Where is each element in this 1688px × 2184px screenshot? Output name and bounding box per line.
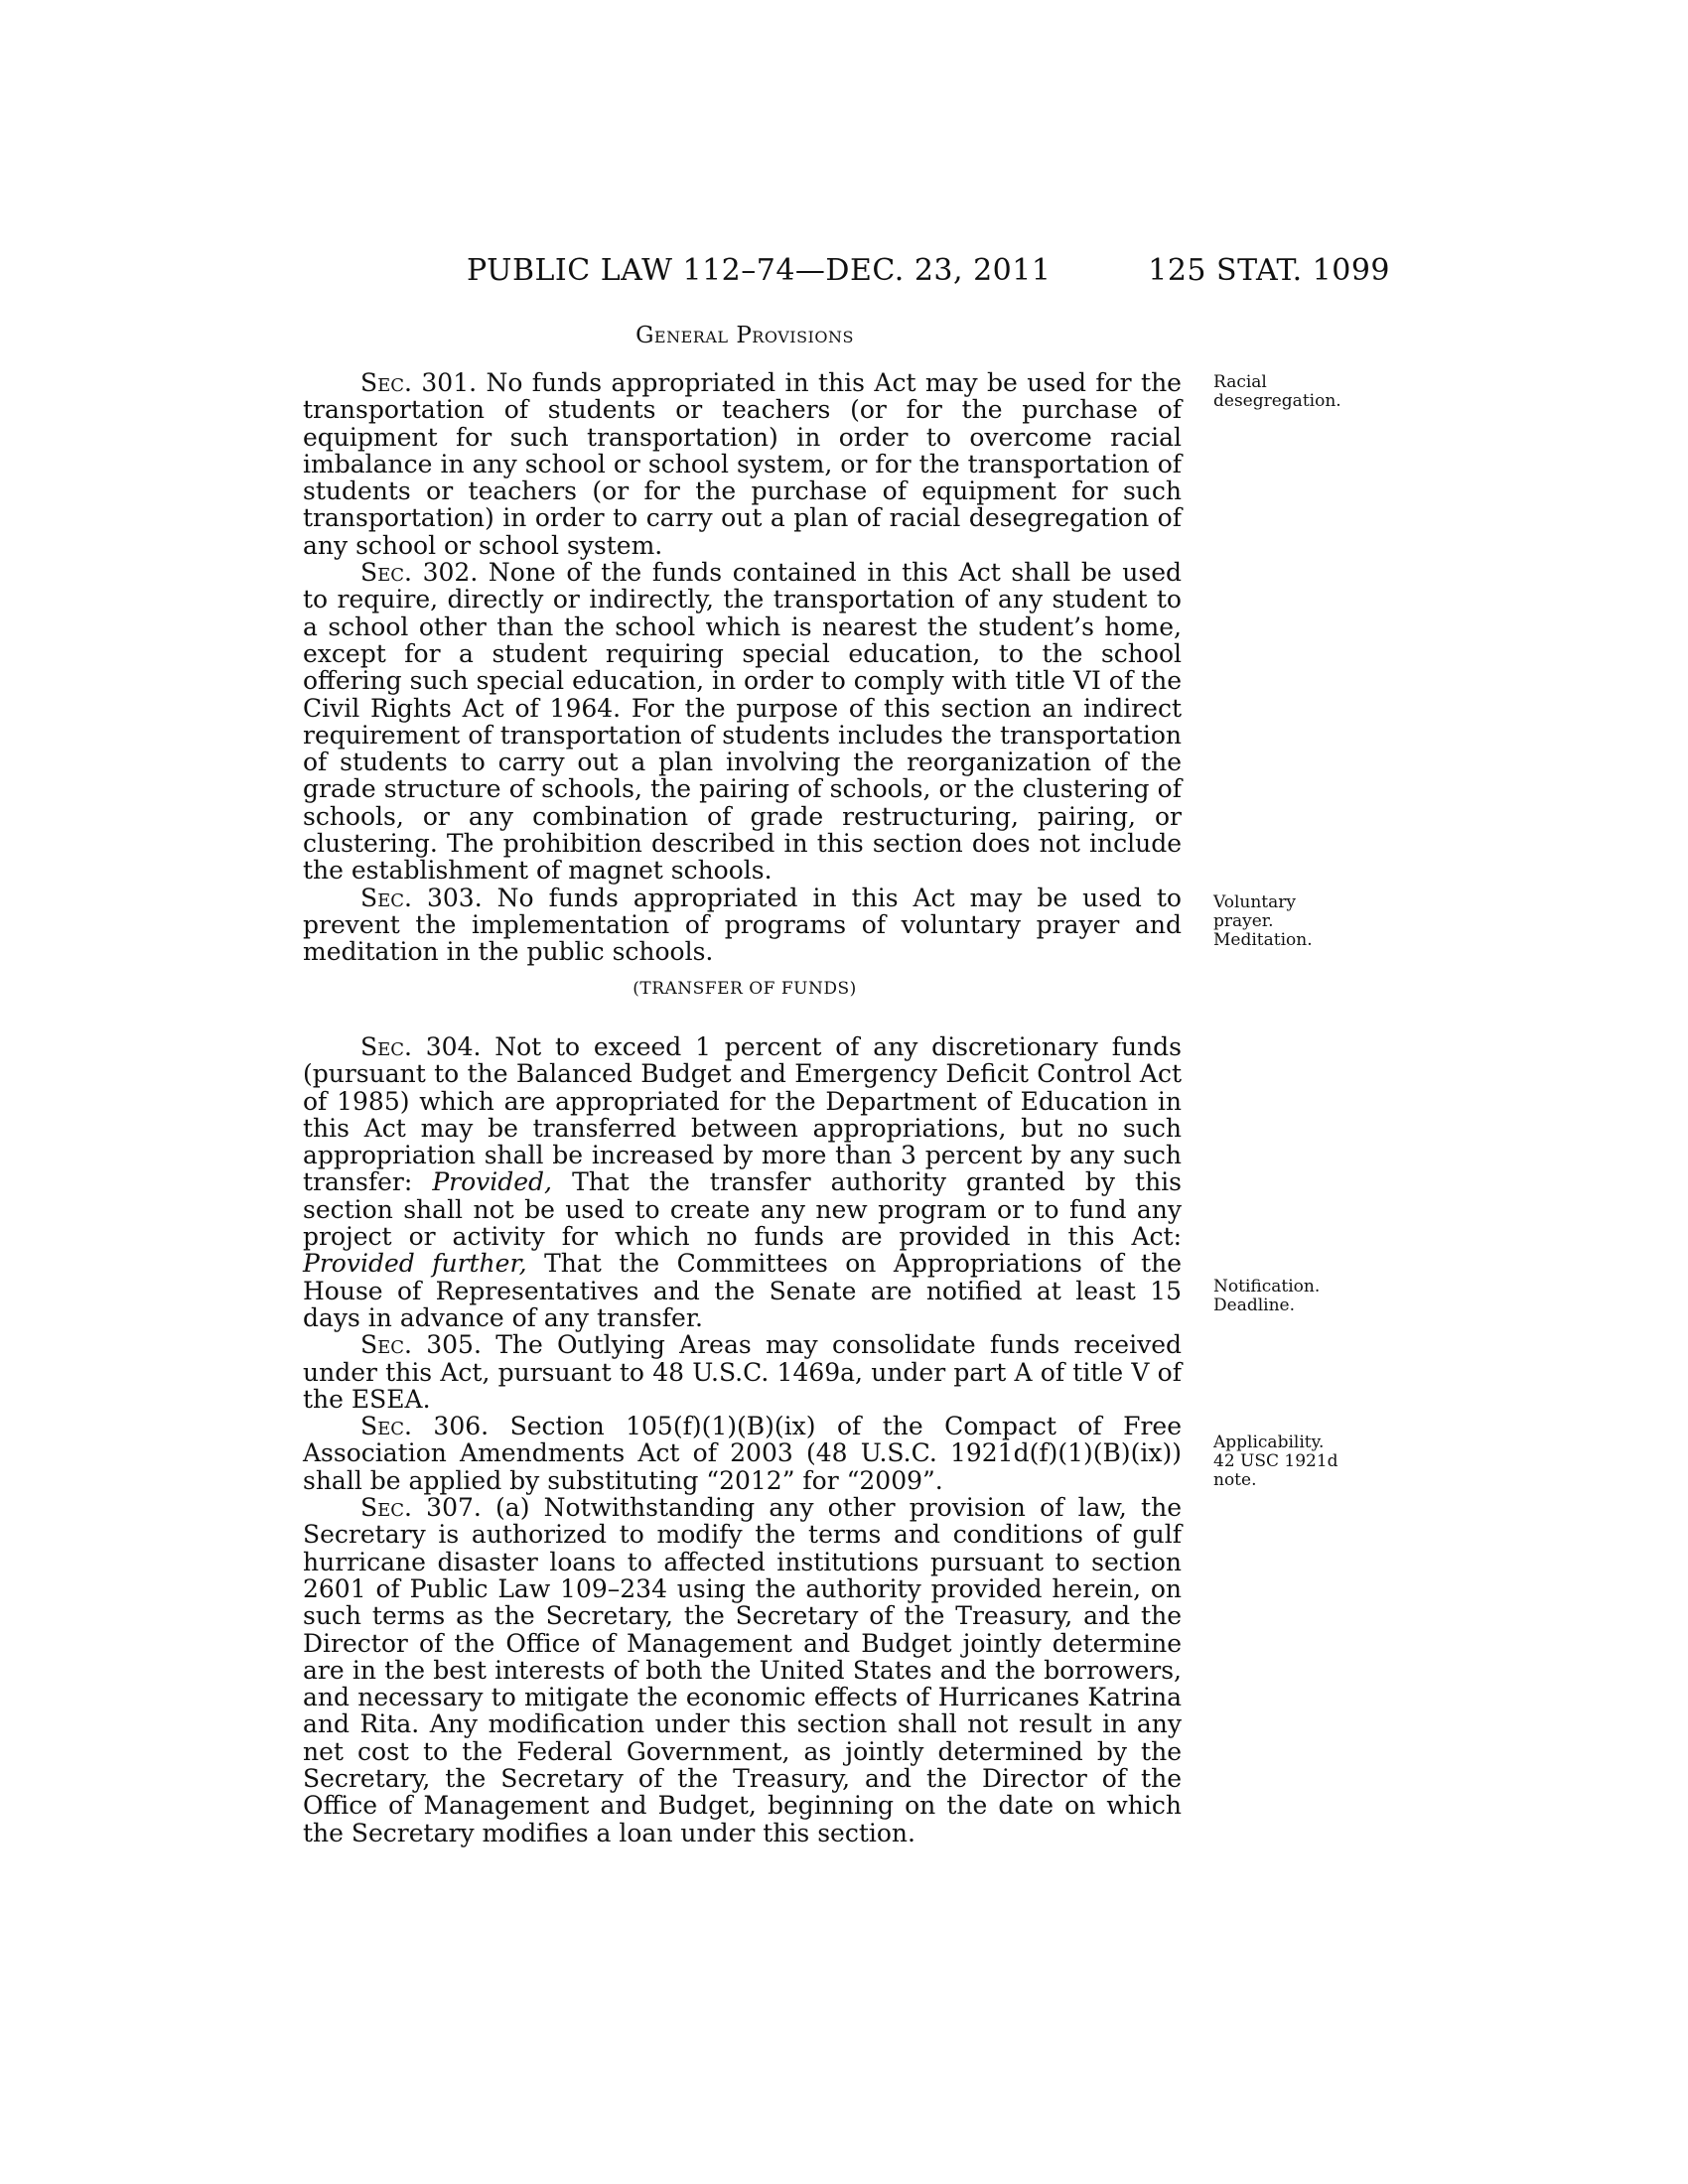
sections-301-303 [303,369,1182,966]
margin-note-notification: Notification. Deadline. [1213,1277,1321,1315]
section-text: (a) Notwithstanding any other provision of law, the Secretary is authorized to modify the terms and conditions of gulf hurricane disaster loans to affected institutions pursuant to section 2601 of Public Law 109–234 using the authority provided herein, on such terms as the Secretary, the Secretary of the Treasury, and the Director of the Office of Management and Budget jointly determine are in the best interests of both the United States and the borrowers, and necessary to mitigate the economic effects of Hurricanes Katrina and Rita. Any modification under this section shall not result in any net cost to the Federal Government, as jointly determined by the Secretary, the Secretary of the Treasury, and the Director of the Office of Management and Budget, beginning on the date on which the Secretary modifies a loan under this section. [303,1493,1182,1847]
proviso-italic: Provided, [432,1167,553,1197]
section-306 [303,1413,1182,1494]
proviso-italic: Provided further, [303,1249,527,1279]
margin-note-racial: Racial desegregation. [1213,372,1341,411]
section-label: Sec. 304. [360,1032,482,1061]
section-307 [303,1494,1182,1846]
section-label: Sec. 301. [360,368,478,397]
section-305 [303,1331,1182,1413]
section-text: None of the funds contained in this Act shall be used to require, directly or indirectly, the transportation of any student to a school other than the school which is nearest the student’s home, except for a student requiring special education, to the school offering such special education, in order to comply with title VI of the Civil Rights Act of 1964. For the purpose of this section an indirect requirement of transportation of students includes the transportation of students to carry out a plan involving the reorganization of the grade structure of schools, the pairing of schools, or the clustering of schools, or any combination of grade restructuring, pairing, or clustering. The prohibition described in this section does not include the establishment of magnet schools. [303,558,1182,886]
section-label: Sec. 307. [360,1493,482,1523]
page-header [298,253,1390,293]
section-label: Sec. 302. [360,558,479,588]
transfer-of-funds-heading: (TRANSFER OF FUNDS) [633,979,857,999]
margin-note-prayer: Voluntary prayer. Meditation. [1213,892,1313,950]
section-label: Sec. 303. [360,883,483,912]
section-text: No funds appropriated in this Act may be used for the transportation of students or teachers (or for the purchase of equipment for such transportation) in order to overcome racial imbalance in any school or school system, or for the transportation of students or teachers (or for the purchase of equipment for such transportation) in order to carry out a plan of racial desegregation of any school or school system. [303,368,1182,560]
section-304: Sec. 304. Not to exceed 1 percent of any discretionary funds (pursuant to the Balanced Budget and Emergency Deficit Control Act of 1985) which are appropriated for the Department of Education in this Act may be transferred between appropriations, but no such appropriation shall be increased by more than 3 percent by any such transfer: Provided, That the transfer authority granted by this section shall not be used to create any new program or to fund any project or activity for which no funds are provided in this Act: Provided further, That the Committees on Appropriations of the House of Representatives and the Senate are notified at least 15 days in advance of any transfer. [303,1032,1183,1332]
section-302 [303,559,1182,885]
section-301 [303,369,1182,559]
statute-page: 125 STAT. 1099 [1148,253,1390,288]
section-text: No funds appropriated in this Act may be used to prevent the implementation of programs of voluntary prayer and meditation in the public schools. [303,883,1182,967]
section-303 [303,885,1182,966]
law-citation: PUBLIC LAW 112–74—DEC. 23, 2011 [467,253,1052,288]
section-text: The Outlying Areas may consolidate funds received under this Act, pursuant to 48 U.S.C. 1469a, under part A of title V of the ESEA. [303,1330,1182,1414]
sections-304-307 [303,1033,1182,1846]
section-text: Section 105(f)(1)(B)(ix) of the Compact of Free Association Amendments Act of 2003 (48 U.S.C. 1921d(f)(1)(B)(ix)) shall be applied by substituting “2012” for “2009”. [303,1412,1182,1495]
margin-note-applicability: Applicability. 42 USC 1921d note. [1213,1433,1338,1490]
section-label: Sec. 306. [360,1412,490,1441]
section-label: Sec. 305. [360,1330,482,1360]
general-provisions-heading: General Provisions [635,323,854,348]
